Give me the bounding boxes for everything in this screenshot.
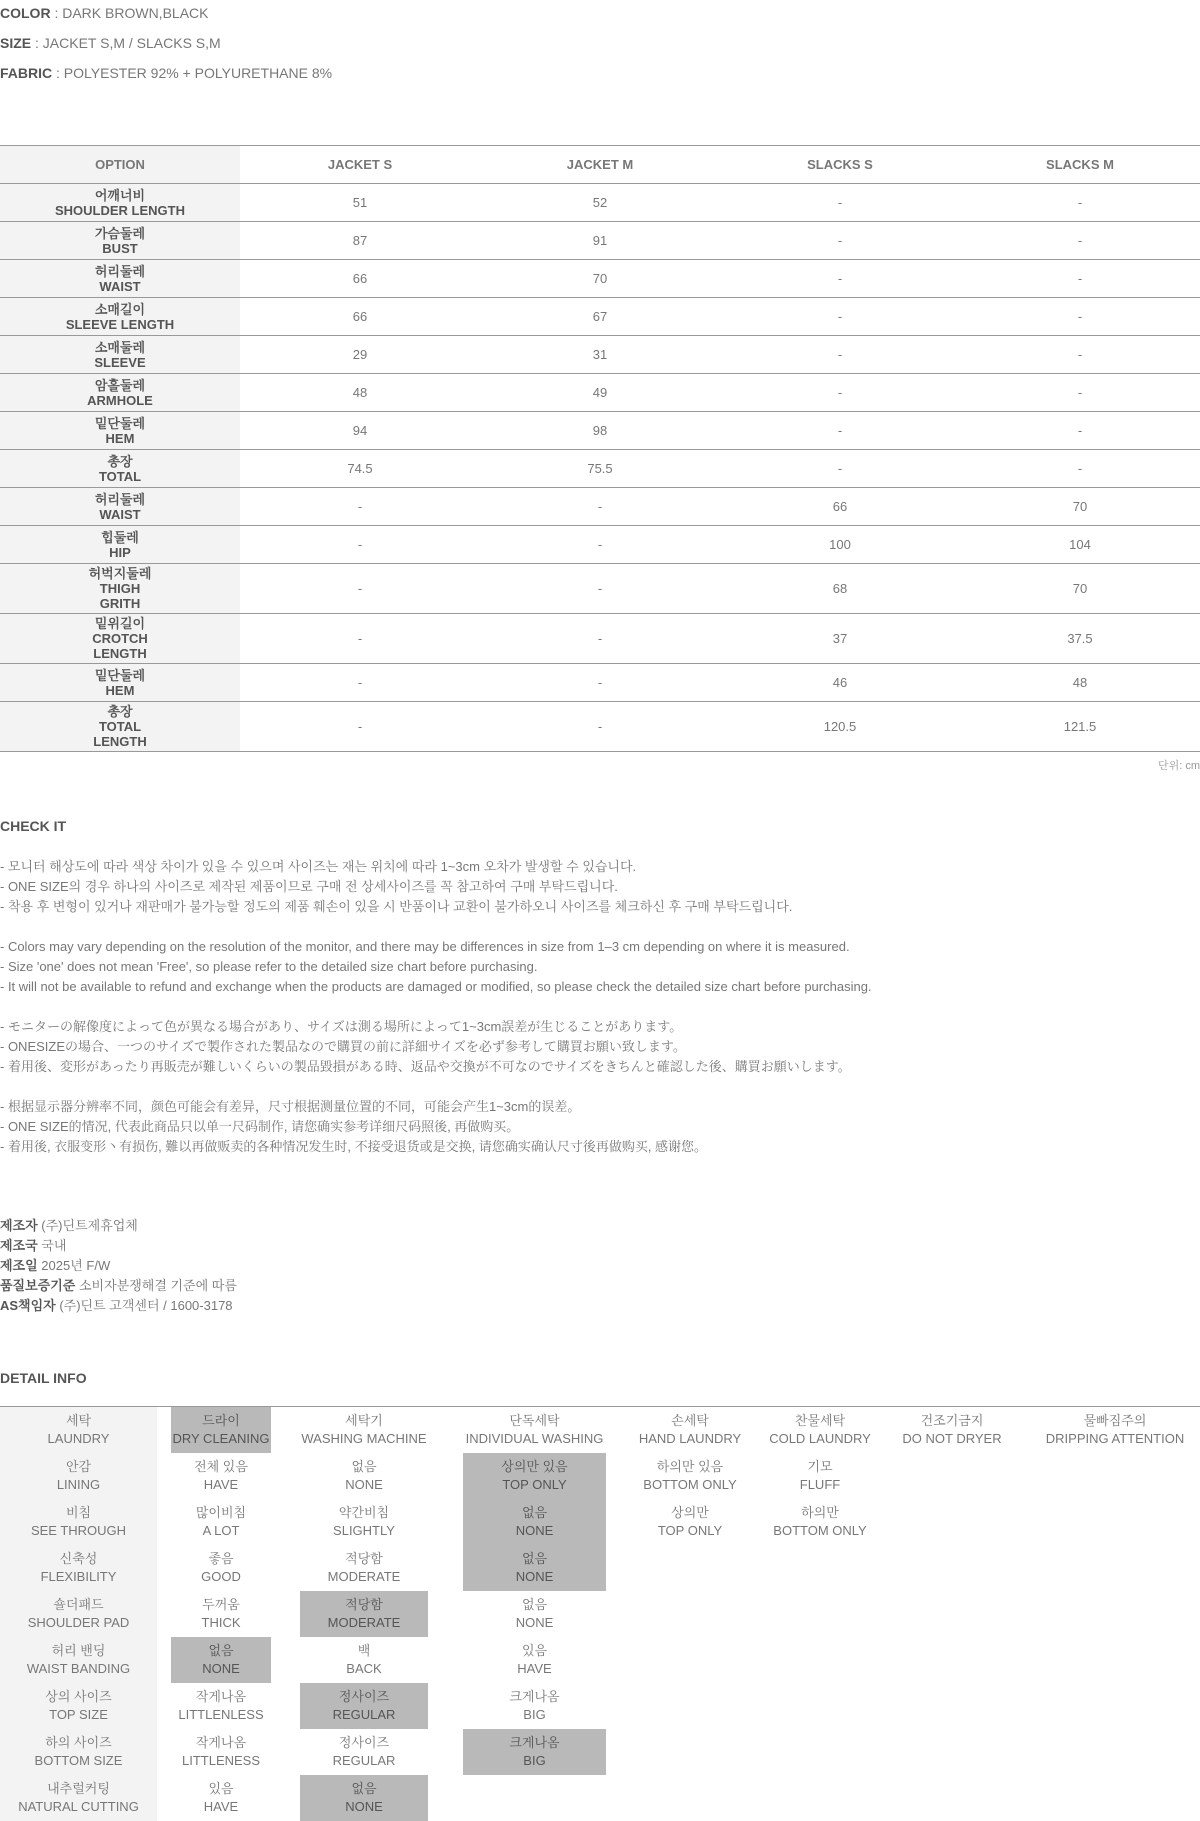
size-label-ko: 밑단둘레 bbox=[94, 667, 146, 683]
maker-value: 국내 bbox=[37, 1238, 67, 1253]
detail-option bbox=[463, 1683, 606, 1729]
check-it-title: CHECK IT bbox=[0, 818, 67, 834]
detail-label-ko: 비침 bbox=[65, 1505, 92, 1520]
maker-row bbox=[0, 1216, 237, 1236]
detail-option-ko: 없음 bbox=[208, 1643, 234, 1658]
detail-option bbox=[300, 1637, 428, 1683]
size-value: 74.5 bbox=[240, 450, 480, 488]
detail-option-en: A LOT bbox=[202, 1523, 240, 1538]
detail-option bbox=[171, 1591, 271, 1637]
detail-option-en: NONE bbox=[202, 1661, 240, 1676]
size-row-label bbox=[0, 260, 240, 298]
maker-value: (주)딘트 고객센터 / 1600-3178 bbox=[55, 1298, 233, 1313]
size-value: 51 bbox=[240, 184, 480, 222]
note-spacer bbox=[0, 997, 1200, 1017]
size-value: - bbox=[960, 412, 1200, 450]
size-value: 91 bbox=[480, 222, 720, 260]
detail-label-ko: 숄더패드 bbox=[53, 1597, 104, 1612]
size-label-en: HIP bbox=[109, 544, 131, 560]
note-line: - 着用後、変形があったり再販売が難しいくらいの製品毀損がある時、返品や交換が不可なのでサイズをきちんと確認した後、購買お願いします。 bbox=[0, 1059, 851, 1074]
size-value: - bbox=[240, 526, 480, 564]
size-table-header bbox=[0, 146, 1200, 184]
size-value: - bbox=[720, 222, 960, 260]
detail-option-en: BOTTOM ONLY bbox=[643, 1477, 737, 1492]
detail-option-ko: 상의만 있음 bbox=[501, 1459, 568, 1474]
size-label-en: SLEEVE LENGTH bbox=[65, 316, 175, 332]
detail-option-ko: 적당함 bbox=[345, 1597, 383, 1612]
size-row bbox=[0, 298, 1200, 336]
detail-option bbox=[300, 1407, 428, 1453]
note-line: - 根据显示器分辨率不同，颜色可能会有差异，尺寸根据测量位置的不同，可能会产生1~3cm的误差。 bbox=[0, 1099, 581, 1114]
size-value: 29 bbox=[240, 336, 480, 374]
note-line: - モニターの解像度によって色が異なる場合があり、サイズは測る場所によって1~3cm誤差が生じることがあります。 bbox=[0, 1019, 683, 1034]
detail-option bbox=[463, 1407, 606, 1453]
size-value: - bbox=[720, 298, 960, 336]
detail-option-en: TOP ONLY bbox=[657, 1523, 723, 1538]
note-line: - It will not be available to refund and exchange when the products are damaged or modified, so please check the detailed size chart before purchasing. bbox=[0, 979, 872, 994]
size-value: 48 bbox=[960, 664, 1200, 702]
size-value: 46 bbox=[720, 664, 960, 702]
size-value: - bbox=[960, 260, 1200, 298]
detail-option-ko: 정사이즈 bbox=[338, 1735, 390, 1750]
size-row bbox=[0, 260, 1200, 298]
detail-option bbox=[626, 1453, 754, 1499]
detail-option bbox=[754, 1499, 886, 1545]
size-label-en: LENGTH bbox=[93, 734, 147, 749]
detail-label-en: LINING bbox=[56, 1477, 101, 1492]
header-jacket-m: JACKET M bbox=[480, 146, 720, 184]
detail-label-en: FLEXIBILITY bbox=[40, 1569, 117, 1584]
detail-option-en: REGULAR bbox=[332, 1753, 396, 1768]
detail-option bbox=[171, 1775, 271, 1821]
size-value: 70 bbox=[480, 260, 720, 298]
detail-option-en: NONE bbox=[515, 1523, 554, 1538]
size-label-en: HEM bbox=[105, 430, 135, 446]
size-row-label bbox=[0, 564, 240, 614]
maker-row bbox=[0, 1256, 237, 1276]
detail-option-en: HAVE bbox=[203, 1477, 239, 1492]
size-row bbox=[0, 702, 1200, 752]
detail-option bbox=[626, 1499, 754, 1545]
header-slacks-s: SLACKS S bbox=[720, 146, 960, 184]
check-it-notes bbox=[0, 857, 1200, 1157]
size-row-label bbox=[0, 526, 240, 564]
maker-row bbox=[0, 1236, 237, 1256]
note-line: - 착용 후 변형이 있거나 재판매가 불가능할 정도의 제품 훼손이 있을 시 반품이나 교환이 불가하오니 사이즈를 체크하신 후 구매 부탁드립니다. bbox=[0, 899, 793, 914]
size-value: 37 bbox=[720, 614, 960, 664]
detail-option-ko: 없음 bbox=[351, 1459, 377, 1474]
size-value: 52 bbox=[480, 184, 720, 222]
size-value: - bbox=[720, 260, 960, 298]
detail-option-ko: 작게나옴 bbox=[195, 1735, 247, 1750]
size-label-ko: 가슴둘레 bbox=[94, 225, 146, 241]
maker-value: 2025년 F/W bbox=[37, 1258, 111, 1273]
detail-label-ko: 허리 밴딩 bbox=[51, 1643, 106, 1658]
maker-row bbox=[0, 1276, 237, 1296]
detail-option-selected bbox=[300, 1683, 428, 1729]
detail-row-label bbox=[0, 1407, 157, 1453]
size-label-en: LENGTH bbox=[93, 646, 147, 661]
size-value: - bbox=[480, 664, 720, 702]
size-value: - bbox=[720, 336, 960, 374]
detail-option-ko: 있음 bbox=[208, 1781, 234, 1796]
size-value: 75.5 bbox=[480, 450, 720, 488]
unit-note: 단위: cm bbox=[1157, 760, 1200, 772]
size-label-ko: 허리둘레 bbox=[94, 263, 146, 279]
size-label-en: BUST bbox=[102, 240, 138, 256]
size-row-label bbox=[0, 614, 240, 664]
spec-size: SIZE : JACKET S,M / SLACKS S,M bbox=[0, 35, 221, 51]
maker-label: 제조자 bbox=[0, 1218, 38, 1233]
note-spacer bbox=[0, 917, 1200, 937]
size-row bbox=[0, 664, 1200, 702]
detail-option-ko: 정사이즈 bbox=[338, 1689, 390, 1704]
detail-option-en: HAVE bbox=[203, 1799, 239, 1814]
detail-option-ko: 찬물세탁 bbox=[794, 1413, 846, 1428]
detail-option bbox=[171, 1683, 271, 1729]
detail-info-grid bbox=[0, 1406, 1200, 1821]
detail-option-en: BIG bbox=[523, 1707, 546, 1722]
size-value: - bbox=[480, 564, 720, 614]
size-label-en: ARMHOLE bbox=[87, 392, 153, 408]
size-value: 66 bbox=[240, 298, 480, 336]
detail-option bbox=[886, 1407, 1018, 1453]
size-value: - bbox=[720, 374, 960, 412]
size-label-en: THIGH bbox=[99, 581, 141, 596]
size-label-ko: 밑단둘레 bbox=[94, 415, 146, 431]
detail-option-en: NONE bbox=[345, 1799, 383, 1814]
detail-option-en: MODERATE bbox=[327, 1615, 401, 1630]
size-value: 67 bbox=[480, 298, 720, 336]
detail-option-en: MODERATE bbox=[327, 1569, 401, 1584]
maker-label: AS책임자 bbox=[0, 1298, 56, 1313]
detail-label-en: LAUNDRY bbox=[47, 1431, 110, 1446]
size-value: - bbox=[960, 222, 1200, 260]
size-value: - bbox=[960, 336, 1200, 374]
size-label-en: WAIST bbox=[99, 506, 141, 522]
detail-option-en: FLUFF bbox=[799, 1477, 841, 1492]
detail-option-ko: 적당함 bbox=[345, 1551, 383, 1566]
detail-label-ko: 하의 사이즈 bbox=[45, 1735, 112, 1750]
size-value: - bbox=[240, 702, 480, 752]
detail-option-en: COLD LAUNDRY bbox=[769, 1431, 871, 1446]
detail-option-ko: 기모 bbox=[807, 1459, 833, 1474]
detail-option-selected bbox=[463, 1729, 606, 1775]
size-row bbox=[0, 526, 1200, 564]
detail-option-ko: 좋음 bbox=[208, 1551, 234, 1566]
maker-label: 제조국 bbox=[0, 1238, 38, 1253]
detail-option-en: REGULAR bbox=[332, 1707, 396, 1722]
size-label-ko: 총장 bbox=[107, 453, 133, 469]
size-value: - bbox=[480, 488, 720, 526]
size-value: - bbox=[960, 450, 1200, 488]
detail-option-ko: 없음 bbox=[521, 1597, 548, 1612]
detail-option-en: LITTLENLESS bbox=[178, 1707, 264, 1722]
detail-option bbox=[300, 1729, 428, 1775]
size-value: - bbox=[240, 564, 480, 614]
size-label-ko: 허벅지둘레 bbox=[88, 566, 152, 581]
detail-option-ko: 많이비침 bbox=[195, 1505, 247, 1520]
maker-value: (주)딘트제휴업체 bbox=[37, 1218, 138, 1233]
size-label-ko: 어깨너비 bbox=[94, 187, 146, 203]
detail-option-ko: 백 bbox=[357, 1643, 371, 1658]
detail-option-ko: 크게나옴 bbox=[509, 1689, 560, 1704]
size-row bbox=[0, 336, 1200, 374]
detail-option-ko: 건조기금지 bbox=[920, 1413, 984, 1428]
size-value: 98 bbox=[480, 412, 720, 450]
detail-option-en: HAVE bbox=[517, 1661, 552, 1676]
note-spacer bbox=[0, 1077, 1200, 1097]
size-row bbox=[0, 564, 1200, 614]
size-value: 68 bbox=[720, 564, 960, 614]
detail-option-ko: 손세탁 bbox=[671, 1413, 709, 1428]
size-value: - bbox=[720, 450, 960, 488]
size-label-ko: 허리둘레 bbox=[94, 491, 146, 507]
size-value: - bbox=[960, 184, 1200, 222]
size-label-ko: 밑위길이 bbox=[94, 616, 146, 631]
detail-label-en: BOTTOM SIZE bbox=[34, 1753, 123, 1768]
detail-option-ko: 단독세탁 bbox=[509, 1413, 560, 1428]
detail-option-en: BOTTOM ONLY bbox=[773, 1523, 867, 1538]
size-row bbox=[0, 450, 1200, 488]
size-value: 48 bbox=[240, 374, 480, 412]
detail-row-label bbox=[0, 1729, 157, 1775]
detail-option-en: NONE bbox=[515, 1615, 554, 1630]
header-option: OPTION bbox=[0, 146, 240, 184]
size-label-en: GRITH bbox=[99, 596, 141, 611]
detail-option bbox=[300, 1499, 428, 1545]
size-value: 66 bbox=[240, 260, 480, 298]
detail-row-label bbox=[0, 1545, 157, 1591]
detail-info-title: DETAIL INFO bbox=[0, 1370, 87, 1386]
size-value: - bbox=[240, 664, 480, 702]
size-row bbox=[0, 222, 1200, 260]
size-value: 100 bbox=[720, 526, 960, 564]
size-label-en: CROTCH bbox=[92, 631, 148, 646]
size-row-label bbox=[0, 702, 240, 752]
detail-option-en: LITTLENESS bbox=[181, 1753, 261, 1768]
size-value: - bbox=[240, 614, 480, 664]
detail-label-ko: 신축성 bbox=[59, 1551, 98, 1566]
size-row bbox=[0, 614, 1200, 664]
detail-label-en: WAIST BANDING bbox=[26, 1661, 131, 1676]
detail-option bbox=[171, 1499, 271, 1545]
detail-label-en: TOP SIZE bbox=[49, 1707, 108, 1722]
size-label-ko: 암홀둘레 bbox=[94, 377, 146, 393]
detail-option-selected bbox=[463, 1545, 606, 1591]
size-label-en: SLEEVE bbox=[94, 354, 146, 370]
detail-option-en: HAND LAUNDRY bbox=[638, 1431, 742, 1446]
size-value: 70 bbox=[960, 564, 1200, 614]
size-label-en: HEM bbox=[105, 682, 135, 698]
detail-option-ko: 전체 있음 bbox=[194, 1459, 248, 1474]
detail-option-en: GOOD bbox=[201, 1569, 241, 1584]
detail-row-label bbox=[0, 1683, 157, 1729]
detail-label-en: SHOULDER PAD bbox=[27, 1615, 130, 1630]
size-label-en: SHOULDER LENGTH bbox=[55, 202, 185, 218]
size-value: - bbox=[480, 614, 720, 664]
size-row bbox=[0, 412, 1200, 450]
spec-color: COLOR : DARK BROWN,BLACK bbox=[0, 5, 209, 21]
detail-option-ko: 없음 bbox=[521, 1551, 548, 1566]
detail-option-en: SLIGHTLY bbox=[333, 1523, 395, 1538]
detail-option-ko: 약간비침 bbox=[338, 1505, 390, 1520]
detail-option bbox=[171, 1545, 271, 1591]
detail-option bbox=[171, 1453, 271, 1499]
size-row-label bbox=[0, 664, 240, 702]
detail-option-ko: 드라이 bbox=[202, 1413, 240, 1428]
size-label-ko: 총장 bbox=[107, 704, 133, 719]
size-value: - bbox=[720, 184, 960, 222]
detail-option-en: DRY CLEANING bbox=[172, 1431, 270, 1446]
detail-option-ko: 하의만 있음 bbox=[656, 1459, 724, 1474]
detail-row-label bbox=[0, 1453, 157, 1499]
size-row bbox=[0, 488, 1200, 526]
detail-option bbox=[754, 1453, 886, 1499]
size-value: - bbox=[240, 488, 480, 526]
detail-option bbox=[300, 1453, 428, 1499]
detail-row-label bbox=[0, 1591, 157, 1637]
detail-row-label bbox=[0, 1775, 157, 1821]
maker-label: 제조일 bbox=[0, 1258, 38, 1273]
size-row bbox=[0, 374, 1200, 412]
detail-option bbox=[300, 1545, 428, 1591]
size-row-label bbox=[0, 298, 240, 336]
size-value: 66 bbox=[720, 488, 960, 526]
maker-info bbox=[0, 1216, 237, 1316]
spec-fabric: FABRIC : POLYESTER 92% + POLYURETHANE 8% bbox=[0, 65, 333, 81]
detail-option bbox=[1030, 1407, 1200, 1453]
note-line: - ONE SIZE의 경우 하나의 사이즈로 제작된 제품이므로 구매 전 상세사이즈를 꼭 참고하여 구매 부탁드립니다. bbox=[0, 879, 618, 894]
size-row bbox=[0, 184, 1200, 222]
size-label-en: WAIST bbox=[99, 278, 141, 294]
detail-option-ko: 두꺼움 bbox=[202, 1597, 240, 1612]
size-row-label bbox=[0, 374, 240, 412]
size-value: 70 bbox=[960, 488, 1200, 526]
detail-option-ko: 하의만 bbox=[801, 1505, 839, 1520]
note-line: - Size 'one' does not mean 'Free', so please refer to the detailed size chart before purchasing. bbox=[0, 959, 538, 974]
detail-option-selected bbox=[463, 1453, 606, 1499]
size-value: - bbox=[480, 702, 720, 752]
detail-option bbox=[463, 1637, 606, 1683]
note-line: - ONESIZEの場合、一つのサイズで製作された製品なので購買の前に詳細サイズを必ず参考して購買お願い致します。 bbox=[0, 1039, 686, 1054]
size-label-ko: 소매길이 bbox=[94, 301, 146, 317]
detail-option-ko: 작게나옴 bbox=[195, 1689, 247, 1704]
size-label-en: TOTAL bbox=[98, 719, 142, 734]
note-line: - 着用後, 衣服变形丶有损伤, 難以再做贩卖的各种情况发生时, 不接受退货或是交换, 请您确实确认尺寸後再做购买, 感谢您。 bbox=[0, 1139, 708, 1154]
detail-option-selected bbox=[300, 1775, 428, 1821]
detail-option-en: NONE bbox=[345, 1477, 383, 1492]
detail-row-label bbox=[0, 1637, 157, 1683]
maker-value: 소비자분쟁해결 기준에 따름 bbox=[75, 1278, 237, 1293]
detail-option-en: NONE bbox=[515, 1569, 554, 1584]
size-value: - bbox=[960, 374, 1200, 412]
detail-label-en: SEE THROUGH bbox=[30, 1523, 127, 1538]
size-label-ko: 소매둘레 bbox=[94, 339, 146, 355]
note-line: - ONE SIZE的情况, 代表此商品只以单一尺码制作, 请您确实参考详细尺码照後, 再做购买。 bbox=[0, 1119, 520, 1134]
detail-option-ko: 없음 bbox=[351, 1781, 377, 1796]
detail-row-label bbox=[0, 1499, 157, 1545]
note-line: - 모니터 해상도에 따라 색상 차이가 있을 수 있으며 사이즈는 재는 위치에 따라 1~3cm 오차가 발생할 수 있습니다. bbox=[0, 859, 637, 874]
detail-option-ko: 크게나옴 bbox=[509, 1735, 560, 1750]
header-slacks-m: SLACKS M bbox=[960, 146, 1200, 184]
detail-option-en: BIG bbox=[523, 1753, 546, 1768]
size-value: 104 bbox=[960, 526, 1200, 564]
size-value: - bbox=[960, 298, 1200, 336]
detail-option bbox=[171, 1729, 271, 1775]
size-value: 31 bbox=[480, 336, 720, 374]
note-line: - Colors may vary depending on the resolution of the monitor, and there may be differences in size from 1–3 cm depending on where it is measured. bbox=[0, 939, 850, 954]
size-row-label bbox=[0, 184, 240, 222]
detail-option-en: DRIPPING ATTENTION bbox=[1045, 1431, 1185, 1446]
detail-label-ko: 상의 사이즈 bbox=[45, 1689, 112, 1704]
detail-option-en: BACK bbox=[346, 1661, 382, 1676]
detail-option-selected bbox=[171, 1637, 271, 1683]
size-value: - bbox=[480, 526, 720, 564]
detail-option-en: THICK bbox=[201, 1615, 241, 1630]
detail-option bbox=[463, 1591, 606, 1637]
size-row-label bbox=[0, 412, 240, 450]
detail-option-en: WASHING MACHINE bbox=[301, 1431, 427, 1446]
size-value: 49 bbox=[480, 374, 720, 412]
size-value: 121.5 bbox=[960, 702, 1200, 752]
detail-label-en: NATURAL CUTTING bbox=[18, 1799, 139, 1814]
detail-option-ko: 있음 bbox=[521, 1643, 548, 1658]
size-value: - bbox=[720, 412, 960, 450]
maker-label: 품질보증기준 bbox=[0, 1278, 76, 1293]
detail-option-en: TOP ONLY bbox=[502, 1477, 567, 1492]
size-value: 94 bbox=[240, 412, 480, 450]
detail-option-en: INDIVIDUAL WASHING bbox=[465, 1431, 604, 1446]
detail-option-selected bbox=[300, 1591, 428, 1637]
header-jacket-s: JACKET S bbox=[240, 146, 480, 184]
size-value: 87 bbox=[240, 222, 480, 260]
size-label-ko: 힙둘레 bbox=[101, 529, 139, 545]
detail-label-ko: 안감 bbox=[65, 1459, 92, 1474]
detail-option bbox=[754, 1407, 886, 1453]
size-label-en: TOTAL bbox=[98, 468, 142, 484]
detail-option-ko: 상의만 bbox=[671, 1505, 709, 1520]
detail-option-selected bbox=[463, 1499, 606, 1545]
detail-option-ko: 세탁기 bbox=[345, 1413, 383, 1428]
detail-option-en: DO NOT DRYER bbox=[902, 1431, 1002, 1446]
detail-label-ko: 세탁 bbox=[65, 1413, 92, 1428]
detail-option bbox=[626, 1407, 754, 1453]
size-row-label bbox=[0, 450, 240, 488]
detail-label-ko: 내추럴커팅 bbox=[47, 1781, 110, 1796]
detail-option-ko: 물빠짐주의 bbox=[1083, 1413, 1147, 1428]
size-value: 37.5 bbox=[960, 614, 1200, 664]
detail-option-selected bbox=[171, 1407, 271, 1453]
size-row-label bbox=[0, 488, 240, 526]
size-value: 120.5 bbox=[720, 702, 960, 752]
size-table bbox=[0, 145, 1200, 752]
detail-option-ko: 없음 bbox=[521, 1505, 548, 1520]
size-row-label bbox=[0, 222, 240, 260]
maker-row bbox=[0, 1296, 237, 1316]
size-row-label bbox=[0, 336, 240, 374]
